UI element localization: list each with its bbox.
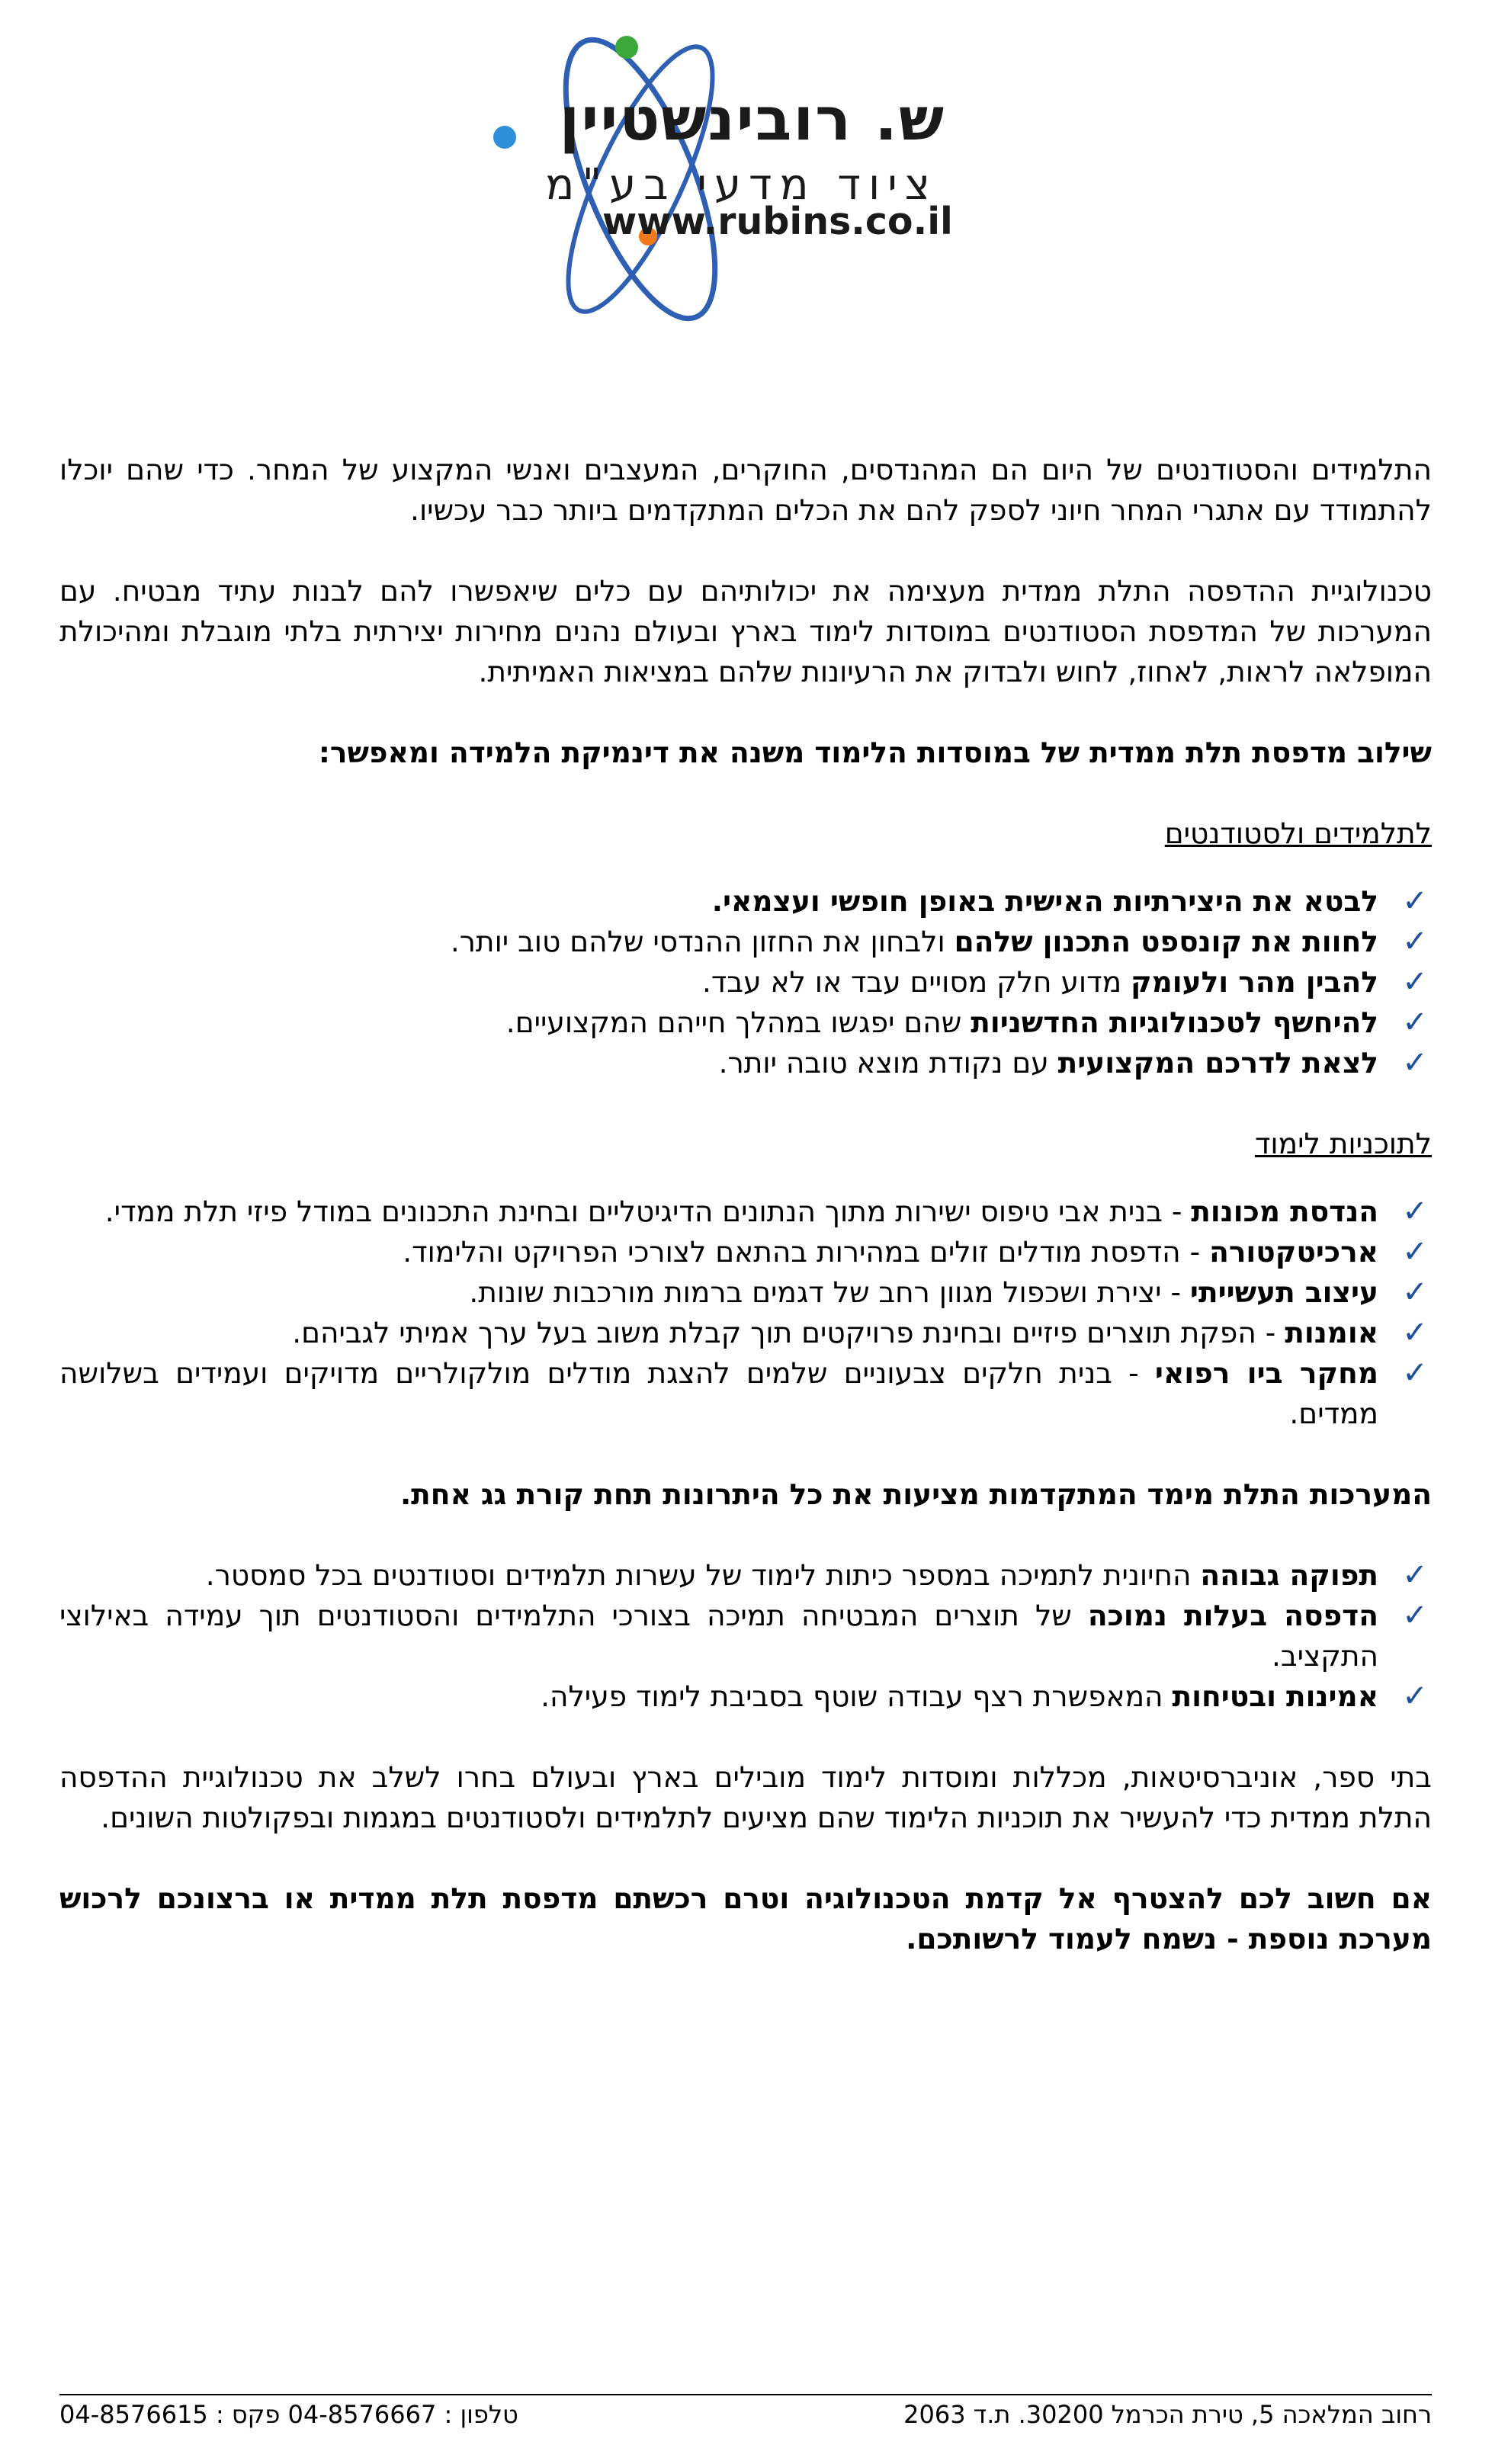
fax-label: פקס :	[215, 2400, 281, 2429]
document-body	[59, 450, 1432, 1959]
check-icon: ✓	[1402, 924, 1428, 959]
list-item: ✓ לצאת לדרכם המקצועית עם נקודת מוצא טובה יותר.	[59, 1043, 1432, 1083]
call-to-action: אם חשוב לכם להצטרף אל קדמת הטכנולוגיה וטרם רכשתם מדפסת תלת ממדית או ברצונכם לרכוש מערכת נוספת - נשמח לעמוד לרשותכם.	[59, 1882, 1432, 1955]
logo-company-name: ש. רובינשטיין	[559, 85, 945, 154]
section-heading: שילוב מדפסת תלת ממדית של במוסדות הלימוד משנה את דינמיקת הלמידה ומאפשר:	[318, 736, 1432, 769]
company-logo	[488, 15, 961, 335]
list-item: ✓ הדפסה בעלות נמוכה של תוצרים המבטיחה תמיכה בצורכי התלמידים והסטודנטים תוך עמידה באילוצי התקציב.	[59, 1596, 1432, 1676]
footer	[59, 2395, 1432, 2434]
list-item: ✓ הנדסת מכונות - בנית אבי טיפוס ישירות מתוך הנתונים הדיגיטליים ובחינת התכנונים במודל פיזי תלת ממדי.	[59, 1192, 1432, 1232]
check-icon: ✓	[1402, 1558, 1428, 1593]
list-item: ✓ אמינות ובטיחות המאפשרת רצף עבודה שוטף בסביבת לימוד פעילה.	[59, 1676, 1432, 1717]
footer-contact	[59, 2395, 518, 2434]
green-electron	[615, 36, 638, 59]
list-item: ✓ להיחשף לטכנולוגיות החדשניות שהם יפגשו במהלך חייהם המקצועיים.	[59, 1003, 1432, 1043]
logo-tagline: ציוד מדעי בע"מ	[545, 160, 938, 210]
check-icon: ✓	[1402, 1356, 1428, 1391]
check-icon: ✓	[1402, 1679, 1428, 1714]
fax-number: 04-8576615	[59, 2400, 208, 2429]
list-item: ✓ להבין מהר ולעומק מדוע חלק מסויים עבד או לא עבד.	[59, 962, 1432, 1003]
phone-number: 04-8576667	[287, 2400, 437, 2429]
list-item: ✓ מחקר ביו רפואי - בנית חלקים צבעוניים שלמים להצגת מודלים מולקולריים מדויקים ועמידים בשלושה ממדים.	[59, 1353, 1432, 1434]
list-item: ✓ אומנות - הפקת תוצרים פיזיים ובחינת פרויקטים תוך קבלת משוב בעל ערך אמיתי לגביהם.	[59, 1313, 1432, 1353]
list-item: ✓ עיצוב תעשייתי - יצירת ושכפול מגוון רחב של דגמים ברמות מורכבות שונות.	[59, 1272, 1432, 1313]
logo-url: www.rubins.co.il	[602, 200, 953, 243]
intro-paragraph: טכנולוגיית ההדפסה התלת ממדית מעצימה את יכולותיהם עם כלים שיאפשרו להם לבנות עתיד מבטיח. עם המערכות של המדפסת הסטודנטים במוסדות לימוד בארץ ובעולם נהנים מחירות יצירתית בלתי מוגבלת ומהיכולת המופלאה לראות, לאחוז, לחוש ולבדוק את הרעיונות שלהם במציאות האמיתית.	[59, 574, 1432, 688]
section-heading: המערכות התלת מימד המתקדמות מציעות את כל היתרונות תחת קורת גג אחת.	[399, 1477, 1432, 1511]
check-icon: ✓	[1402, 1005, 1428, 1040]
closing-paragraph: בתי ספר, אוניברסיטאות, מכללות ומוסדות לימוד מובילים בארץ ובעולם בחרו לשלב את טכנולוגיית ההדפסה התלת ממדית כדי להעשיר את תוכניות הלימוד שהם מציעים לתלמידים ולסטודנטים במגמות ובפקולטות השונים.	[59, 1760, 1432, 1834]
check-icon: ✓	[1402, 1315, 1428, 1350]
students-subheading: לתלמידים ולסטודנטים	[1164, 817, 1432, 850]
check-icon: ✓	[1402, 964, 1428, 999]
advantages-list	[59, 1555, 1432, 1717]
footer-address: רחוב המלאכה 5, טירת הכרמל 30200. ת.ד 2063	[903, 2400, 1432, 2429]
list-item: ✓ ארכיטקטורה - הדפסת מודלים זולים במהירות בהתאם לצורכי הפרויקט והלימוד.	[59, 1232, 1432, 1272]
blue-electron	[493, 126, 516, 149]
check-icon: ✓	[1402, 1234, 1428, 1269]
phone-label: טלפון :	[444, 2400, 518, 2429]
programs-subheading: לתוכניות לימוד	[1254, 1127, 1432, 1160]
check-icon: ✓	[1402, 1194, 1428, 1229]
list-item: ✓ תפוקה גבוהה החיונית לתמיכה במספר כיתות לימוד של עשרות תלמידים וסטודנטים בכל סמסטר.	[59, 1555, 1432, 1596]
check-icon: ✓	[1402, 1275, 1428, 1310]
intro-paragraph: התלמידים והסטודנטים של היום הם המהנדסים, החוקרים, המעצבים ואנשי המקצוע של המחר. כדי שהם יוכלו להתמודד עם אתגרי המחר חיוני לספק להם את הכלים המתקדמים ביותר כבר עכשיו.	[59, 453, 1432, 527]
check-icon: ✓	[1402, 1598, 1428, 1633]
list-item: ✓ לבטא את היצירתיות האישית באופן חופשי ועצמאי.	[59, 881, 1432, 922]
list-item: ✓ לחוות את קונספט התכנון שלהם ולבחון את החזון ההנדסי שלהם טוב יותר.	[59, 922, 1432, 962]
programs-list	[59, 1192, 1432, 1434]
students-list	[59, 881, 1432, 1083]
check-icon: ✓	[1402, 1045, 1428, 1080]
check-icon: ✓	[1402, 884, 1428, 919]
